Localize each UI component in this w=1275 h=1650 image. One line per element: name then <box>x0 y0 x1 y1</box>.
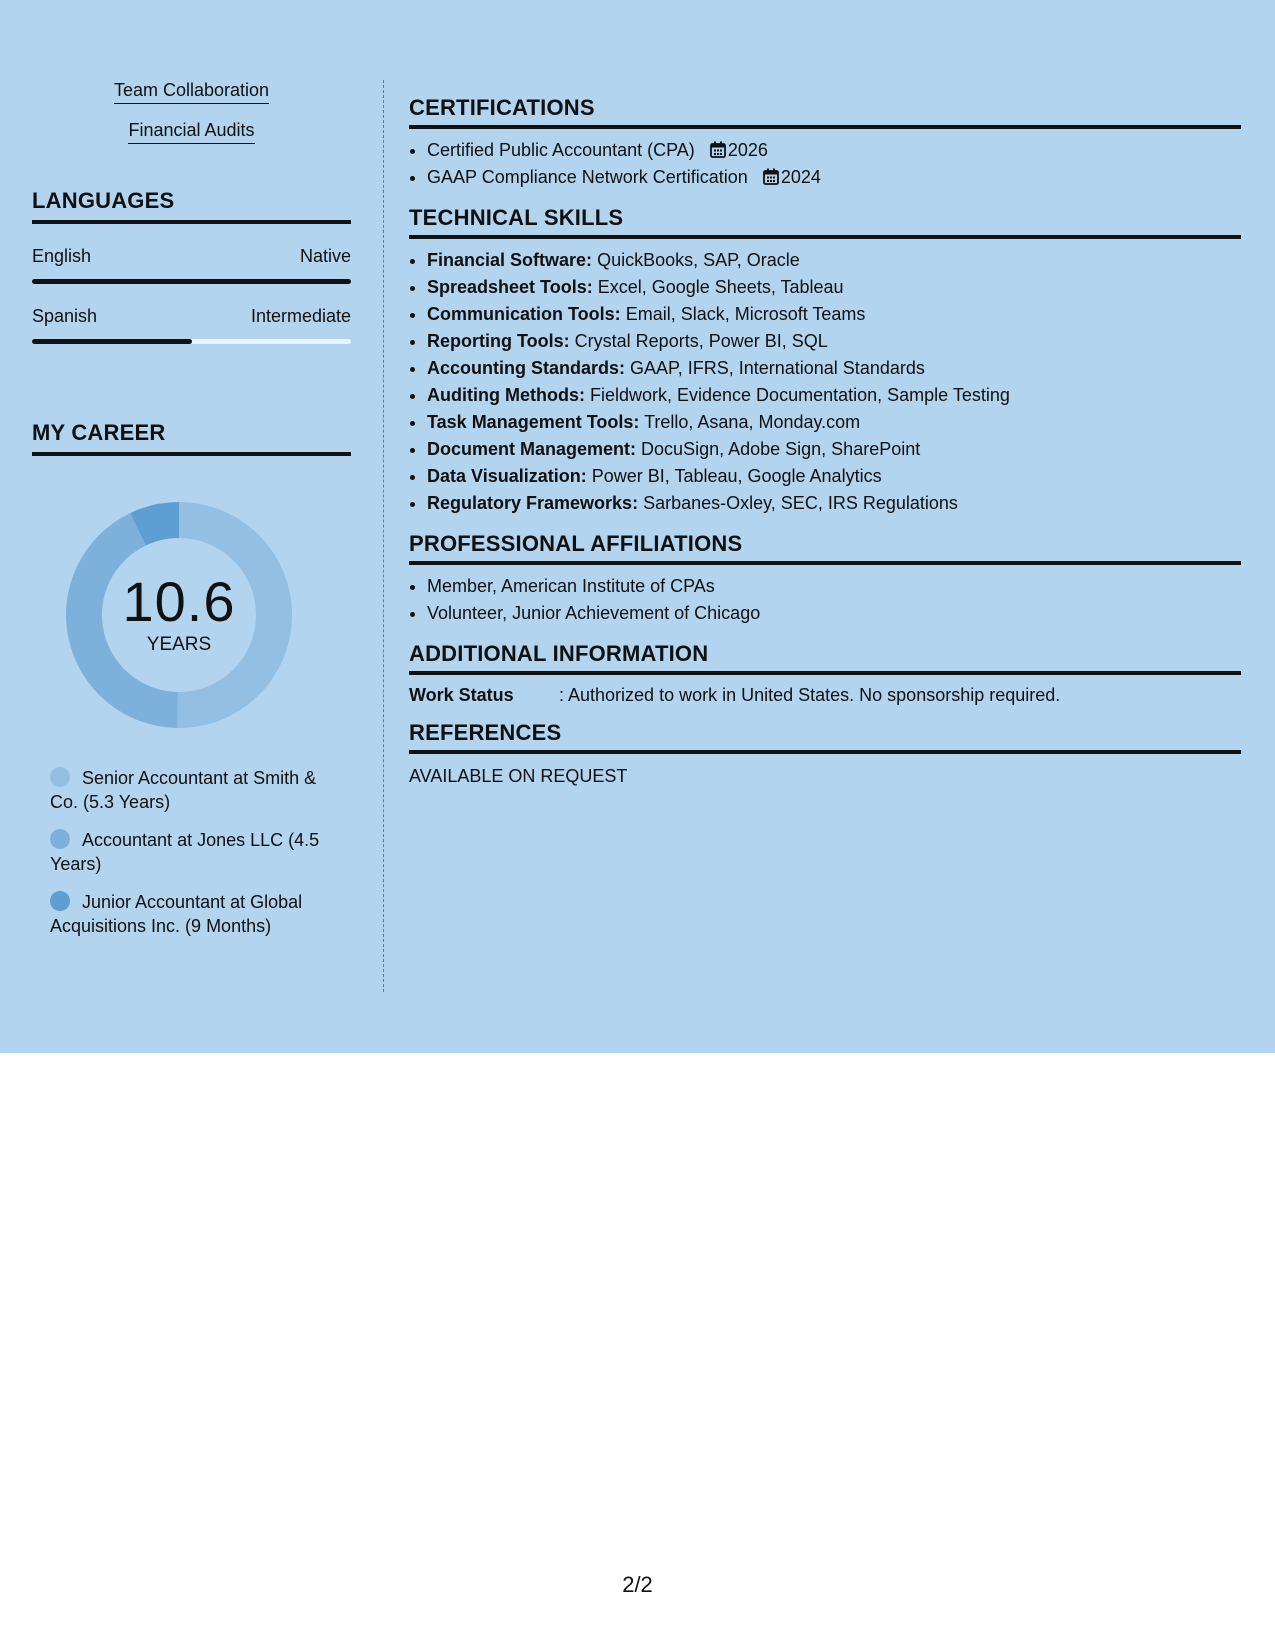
references-section <box>409 720 1241 787</box>
language-level: Native <box>299 246 351 266</box>
certification-name: Certified Public Accountant (CPA) <box>427 140 695 160</box>
skill-item <box>427 301 1241 328</box>
sidebar <box>32 80 351 952</box>
skill-value: GAAP, IFRS, International Standards <box>630 358 925 378</box>
skill-value: Fieldwork, Evidence Documentation, Sample Testing <box>589 385 1010 405</box>
language-level: Intermediate <box>250 306 351 326</box>
affiliations-heading: PROFESSIONAL AFFILIATIONS <box>409 531 1241 565</box>
skill-tag: Financial Audits <box>128 120 254 144</box>
languages-section <box>32 188 351 344</box>
main-content <box>409 95 1241 801</box>
skill-value: Crystal Reports, Power BI, SQL <box>574 331 828 351</box>
technical-skills-section <box>409 205 1241 517</box>
certification-item <box>427 164 1241 191</box>
language-name: Spanish <box>32 306 98 326</box>
calendar-icon <box>710 141 726 158</box>
legend-label: Junior Accountant at Global Acquisitions Inc. (9 Months) <box>50 892 303 936</box>
language-proficiency-bar <box>32 279 351 284</box>
legend-dot-icon <box>50 767 70 787</box>
legend-dot-icon <box>50 829 70 849</box>
skill-value: QuickBooks, SAP, Oracle <box>597 250 800 270</box>
technical-skills-list <box>409 247 1241 517</box>
work-status-key: Work Status <box>409 685 514 705</box>
skill-tags <box>32 80 351 144</box>
certification-name: GAAP Compliance Network Certification <box>427 167 748 187</box>
work-status-row <box>409 685 1241 706</box>
legend-label: Senior Accountant at Smith & Co. (5.3 Years) <box>50 768 317 812</box>
career-donut-chart <box>64 500 294 730</box>
skill-item <box>427 382 1241 409</box>
language-proficiency-fill <box>32 279 351 284</box>
certifications-heading: CERTIFICATIONS <box>409 95 1241 129</box>
affiliation-item: • Volunteer, Junior Achievement of Chicago <box>427 600 1241 627</box>
affiliations-list <box>409 573 1241 627</box>
certification-year: 2024 <box>780 167 821 187</box>
skill-item <box>427 409 1241 436</box>
skill-label: Task Management Tools: <box>427 412 640 432</box>
certification-item <box>427 137 1241 164</box>
skill-value: Excel, Google Sheets, Tableau <box>597 277 844 297</box>
skill-label: Reporting Tools: <box>427 331 570 351</box>
technical-skills-heading: TECHNICAL SKILLS <box>409 205 1241 239</box>
career-heading: MY CAREER <box>32 420 351 456</box>
skill-item <box>427 490 1241 517</box>
certifications-section <box>409 95 1241 191</box>
skill-label: Auditing Methods: <box>427 385 585 405</box>
calendar-icon <box>763 168 779 185</box>
career-total-value: 10.6 <box>122 570 236 633</box>
skill-value: Trello, Asana, Monday.com <box>644 412 861 432</box>
additional-info-heading: ADDITIONAL INFORMATION <box>409 641 1241 675</box>
column-divider <box>383 80 384 992</box>
references-heading: REFERENCES <box>409 720 1241 754</box>
skill-value: DocuSign, Adobe Sign, SharePoint <box>641 439 921 459</box>
skill-value: Sarbanes-Oxley, SEC, IRS Regulations <box>643 493 958 513</box>
skill-label: Accounting Standards: <box>427 358 626 378</box>
skill-value: Email, Slack, Microsoft Teams <box>625 304 866 324</box>
skill-label: Document Management: <box>427 439 637 459</box>
language-proficiency-bar <box>32 339 351 344</box>
legend-dot-icon <box>50 891 70 911</box>
additional-info-section <box>409 641 1241 706</box>
skill-value: Power BI, Tableau, Google Analytics <box>591 466 882 486</box>
skill-item <box>427 247 1241 274</box>
affiliation-item: • Member, American Institute of CPAs <box>427 573 1241 600</box>
language-proficiency-fill <box>32 339 192 344</box>
skill-item <box>427 328 1241 355</box>
skill-label: Financial Software: <box>427 250 593 270</box>
affiliations-section <box>409 531 1241 627</box>
skill-label: Communication Tools: <box>427 304 621 324</box>
skill-label: Data Visualization: <box>427 466 587 486</box>
career-section <box>32 420 351 938</box>
skill-item <box>427 355 1241 382</box>
skill-label: Regulatory Frameworks: <box>427 493 639 513</box>
legend-label: Accountant at Jones LLC (4.5 Years) <box>50 830 320 874</box>
language-item <box>32 246 351 284</box>
skill-label: Spreadsheet Tools: <box>427 277 593 297</box>
legend-item <box>50 766 320 814</box>
page-number: 2/2 <box>622 1572 653 1597</box>
language-item <box>32 306 351 344</box>
skill-item <box>427 436 1241 463</box>
career-legend <box>50 766 320 938</box>
skill-item <box>427 463 1241 490</box>
certification-year: 2026 <box>727 140 768 160</box>
career-total-unit: YEARS <box>146 634 212 655</box>
references-text: AVAILABLE ON REQUEST <box>409 766 628 786</box>
skill-tag: Team Collaboration <box>114 80 269 104</box>
skill-item <box>427 274 1241 301</box>
legend-item <box>50 828 320 876</box>
languages-heading: LANGUAGES <box>32 188 351 224</box>
legend-item <box>50 890 320 938</box>
work-status-value: : Authorized to work in United States. No sponsorship required. <box>559 685 1061 705</box>
language-name: English <box>32 246 92 266</box>
certifications-list <box>409 137 1241 191</box>
